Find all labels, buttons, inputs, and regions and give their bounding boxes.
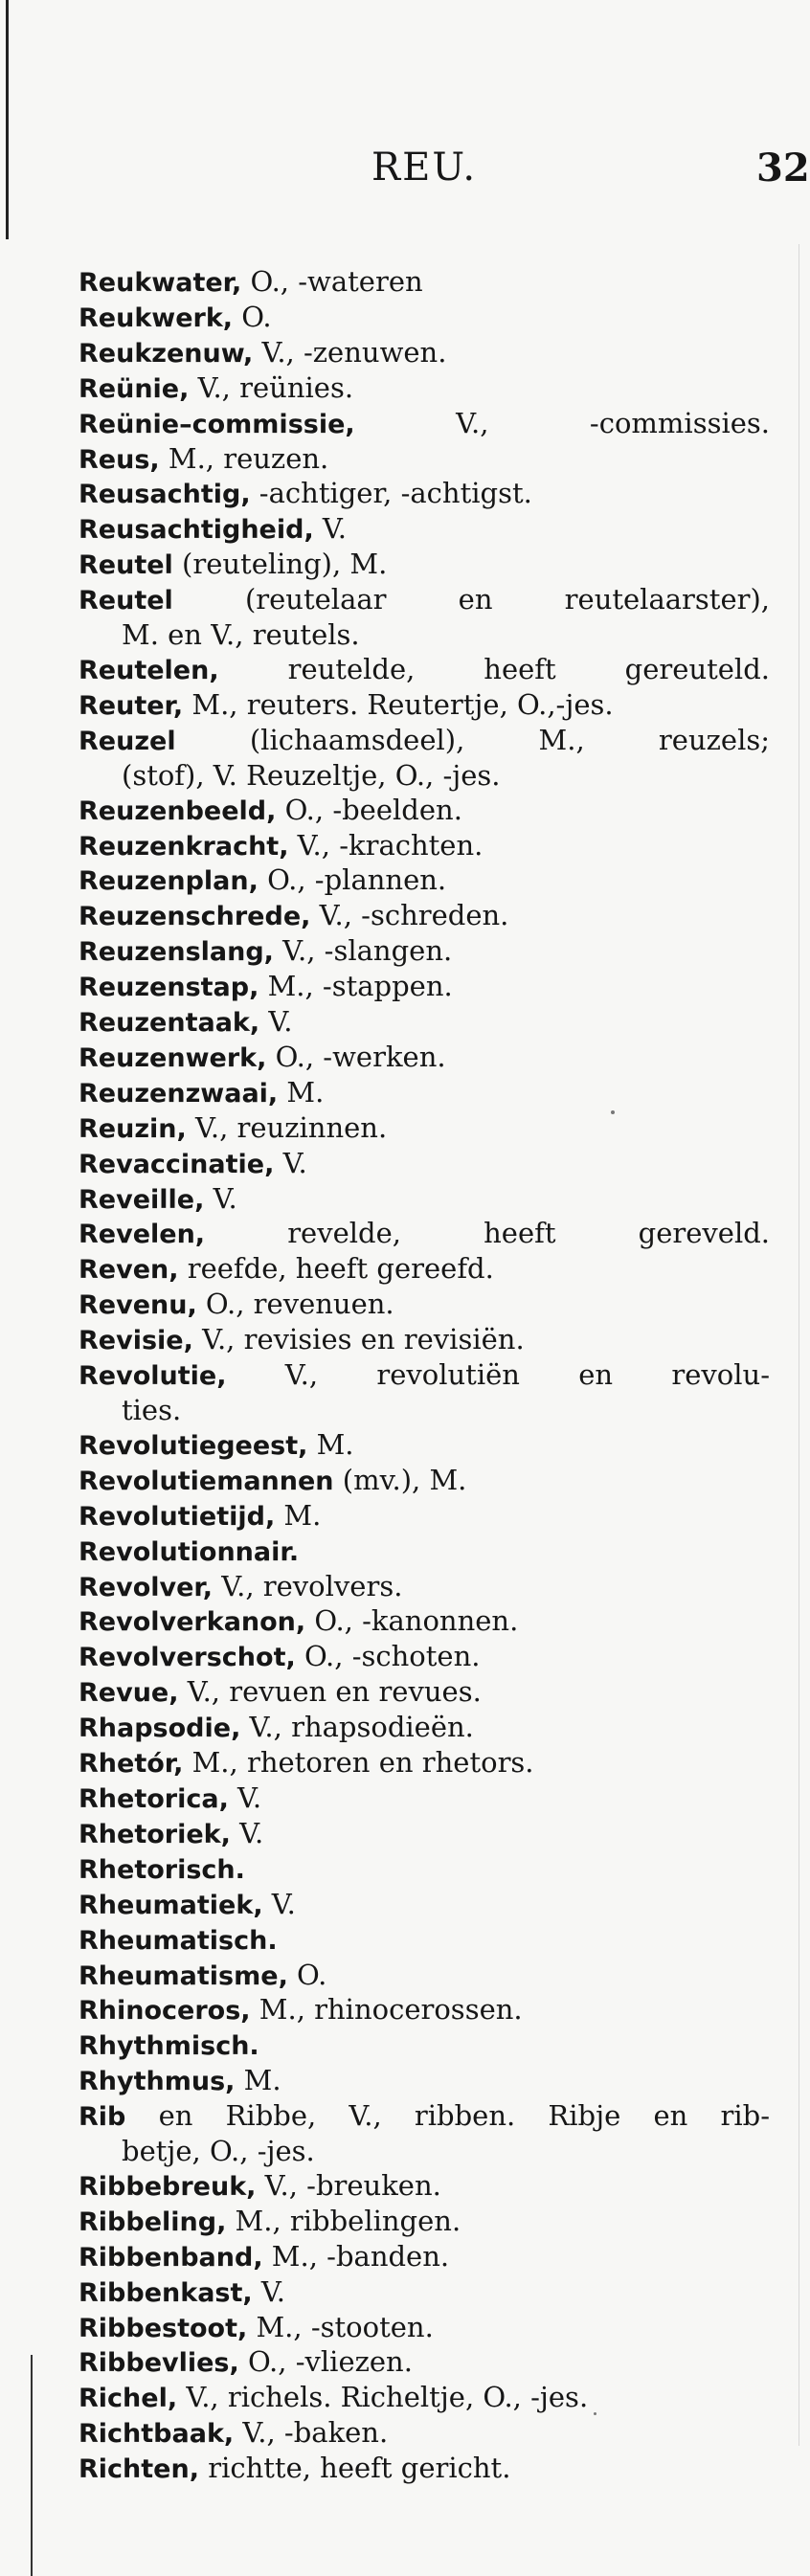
entry-definition: M. <box>307 1427 354 1461</box>
entry-headword: Revelen, <box>79 1220 206 1250</box>
dictionary-entry <box>79 2311 770 2346</box>
dictionary-entry <box>79 1746 770 1781</box>
entry-first-line <box>79 1323 770 1358</box>
entry-headword: Richel, <box>79 2384 178 2414</box>
entry-headword: Rhetorisch. <box>79 1854 245 1885</box>
dictionary-entry <box>79 1711 770 1746</box>
dictionary-entry <box>79 899 770 934</box>
entry-first-line <box>79 1464 770 1499</box>
entry-definition: O., -beelden. <box>276 793 462 826</box>
entry-definition: V. <box>274 1146 307 1179</box>
entry-definition: O. <box>233 300 272 333</box>
entry-first-line <box>79 863 770 899</box>
entry-first-line <box>79 2205 770 2240</box>
dictionary-entry <box>79 2205 770 2240</box>
dictionary-entry <box>79 1358 770 1428</box>
entry-headword: Reuter, <box>79 690 184 721</box>
entry-continuation: (stof), V. Reuzeltje, O., -jes. <box>122 758 501 792</box>
entry-headword: Ribbestoot, <box>79 2313 248 2343</box>
entry-headword: Revenu, <box>79 1290 197 1321</box>
dictionary-entry <box>79 2275 770 2311</box>
dictionary-entry <box>79 2099 770 2169</box>
entry-definition: V., -zenuwen. <box>253 335 447 369</box>
page-number: 32 <box>756 146 810 190</box>
dictionary-entry <box>79 1993 770 2028</box>
entry-definition: M., reuters. Reutertje, O.,-jes. <box>183 687 614 721</box>
entry-first-line <box>79 2028 770 2064</box>
entry-headword: Reukwerk, <box>79 302 234 333</box>
entry-definition: V. <box>230 1816 264 1849</box>
dictionary-entry <box>79 688 770 724</box>
entry-definition: V. <box>259 1005 293 1039</box>
entry-headword: Rhetorica, <box>79 1783 229 1814</box>
dictionary-entry <box>79 863 770 899</box>
entry-first-line <box>79 1640 770 1675</box>
entry-definition: M., ribbelingen. <box>226 2204 461 2237</box>
entry-definition: V., revisies en revisiën. <box>192 1323 525 1356</box>
entry-headword: Reusachtig, <box>79 480 251 510</box>
entry-definition: V. <box>262 1887 296 1920</box>
entry-first-line <box>79 2064 770 2099</box>
dictionary-entry <box>79 1252 770 1288</box>
entry-headword: Revolutietijd, <box>79 1501 276 1532</box>
entry-headword: Rheumatiek, <box>79 1890 263 1920</box>
entry-headword: Reusachtigheid, <box>79 515 314 546</box>
entry-definition: V., revolutiën en revolu- <box>226 1358 770 1392</box>
entry-first-line <box>79 1993 770 2028</box>
dictionary-entry <box>79 1464 770 1499</box>
entry-first-line <box>79 1147 770 1182</box>
entry-first-line <box>79 1041 770 1076</box>
entry-first-line <box>79 1959 770 1994</box>
entry-first-line <box>79 512 770 548</box>
entry-first-line <box>79 1570 770 1605</box>
entry-headword: Ribbenband, <box>79 2242 263 2273</box>
entry-definition: O., -schoten. <box>295 1640 481 1673</box>
entry-first-line <box>79 2416 770 2452</box>
entry-first-line <box>79 2345 770 2381</box>
entry-definition: richtte, heeft gericht. <box>198 2452 511 2485</box>
dictionary-entry <box>79 1217 770 1252</box>
entry-definition: V. <box>228 1781 262 1814</box>
entry-headword: Reven, <box>79 1255 179 1286</box>
entry-headword: Revolverkanon, <box>79 1607 306 1638</box>
entry-headword: Revisie, <box>79 1326 193 1356</box>
entry-first-line <box>79 2240 770 2275</box>
entry-definition: M., -banden. <box>262 2239 450 2273</box>
entry-headword: Rheumatisme, <box>79 1960 288 1991</box>
entry-first-line <box>79 688 770 724</box>
entry-first-line <box>79 1888 770 1923</box>
entry-first-line <box>79 1288 770 1323</box>
entry-first-line <box>79 934 770 970</box>
dictionary-entry <box>79 371 770 407</box>
entry-definition: V., -breuken. <box>256 2168 441 2202</box>
entry-first-line <box>79 1923 770 1959</box>
entry-continuation: M. en V., reutels. <box>122 618 360 652</box>
entry-definition: M. <box>275 1498 322 1532</box>
entry-definition: O., -wateren <box>241 265 423 298</box>
entry-definition: V., reünies. <box>189 370 354 404</box>
entry-definition: (lichaamsdeel), M., reuzels; <box>175 723 770 756</box>
dictionary-entry <box>79 2452 770 2487</box>
entry-first-line <box>79 1534 770 1570</box>
entry-headword: Revolver, <box>79 1572 214 1602</box>
running-head: REU. <box>371 146 478 190</box>
entry-first-line <box>79 1852 770 1888</box>
entry-definition: M., reuzen. <box>159 441 329 475</box>
entry-headword: Ribbebreuk, <box>79 2171 257 2202</box>
dictionary-entry <box>79 1888 770 1923</box>
entry-first-line <box>79 794 770 829</box>
dictionary-entry <box>79 829 770 864</box>
ink-speck <box>594 2412 596 2415</box>
dictionary-entry <box>79 512 770 548</box>
entry-first-line <box>79 1217 770 1252</box>
dictionary-entry <box>79 653 770 688</box>
entry-first-line <box>79 583 770 618</box>
dictionary-entry <box>79 724 770 794</box>
entry-first-line <box>79 2381 770 2416</box>
dictionary-entry <box>79 1570 770 1605</box>
dictionary-entry <box>79 336 770 371</box>
entry-headword: Reuzenplan, <box>79 866 259 897</box>
entry-first-line <box>79 371 770 407</box>
entry-headword: Reünie–commissie, <box>79 409 355 439</box>
ink-speck <box>611 1110 615 1114</box>
dictionary-entry <box>79 1076 770 1111</box>
entry-headword: Richten, <box>79 2454 199 2485</box>
entry-definition: O., -plannen. <box>258 863 447 897</box>
entry-headword: Reuzenbeeld, <box>79 795 277 826</box>
entry-first-line <box>79 1182 770 1218</box>
entry-first-line <box>79 1428 770 1464</box>
entry-headword: Reutelen, <box>79 655 219 685</box>
entry-definition: reutelde, heeft gereuteld. <box>218 652 770 685</box>
entry-definition: V. <box>204 1181 237 1215</box>
entry-first-line <box>79 1604 770 1640</box>
dictionary-entry <box>79 1604 770 1640</box>
entry-headword: Ribbenkast, <box>79 2277 253 2308</box>
entry-headword: Rheumatisch. <box>79 1925 278 1956</box>
entry-headword: Rib <box>79 2102 126 2133</box>
entry-first-line <box>79 724 770 759</box>
entry-headword: Rhapsodie, <box>79 1714 241 1744</box>
dictionary-entry <box>79 583 770 653</box>
entry-first-line <box>79 970 770 1005</box>
dictionary-entry <box>79 1182 770 1218</box>
entry-headword: Reuzenstap, <box>79 973 259 1003</box>
entry-first-line <box>79 407 770 442</box>
entry-first-line <box>79 1358 770 1394</box>
dictionary-entry <box>79 934 770 970</box>
dictionary-entry <box>79 1675 770 1711</box>
dictionary-entry <box>79 265 770 301</box>
entry-headword: Rhetór, <box>79 1749 184 1780</box>
dictionary-entry <box>79 1781 770 1817</box>
entry-headword: Revolutiegeest, <box>79 1430 308 1461</box>
entry-headword: Reuzenkracht, <box>79 831 289 862</box>
dictionary-entry <box>79 1499 770 1534</box>
entry-definition: V., -commissies. <box>354 406 770 439</box>
dictionary-entry <box>79 407 770 442</box>
entry-definition: V., richels. Richeltje, O., -jes. <box>177 2381 589 2414</box>
entry-headword: Revolverschot, <box>79 1643 296 1673</box>
entry-headword: Revolutionnair. <box>79 1536 300 1567</box>
entry-first-line <box>79 301 770 336</box>
dictionary-entry <box>79 2240 770 2275</box>
entry-first-line <box>79 2169 770 2205</box>
dictionary-entry <box>79 1852 770 1888</box>
entry-first-line <box>79 829 770 864</box>
entry-first-line <box>79 2099 770 2135</box>
entry-first-line <box>79 2275 770 2311</box>
dictionary-entry <box>79 1005 770 1041</box>
dictionary-entry <box>79 2028 770 2064</box>
entry-continuation: betje, O., -jes. <box>122 2135 315 2168</box>
entry-headword: Reuzel <box>79 726 176 756</box>
entry-headword: Richtbaak, <box>79 2419 235 2450</box>
entry-definition: reefde, heeft gereefd. <box>178 1252 494 1286</box>
entry-headword: Revolutie, <box>79 1361 227 1392</box>
entry-definition: (reuteling), M. <box>172 548 388 581</box>
entry-headword: Reukwater, <box>79 268 242 298</box>
dictionary-entry <box>79 2345 770 2381</box>
entry-first-line <box>79 265 770 301</box>
entry-first-line <box>79 1675 770 1711</box>
margin-line-bottom <box>31 2355 33 2576</box>
dictionary-entry <box>79 1111 770 1147</box>
entry-first-line <box>79 477 770 512</box>
entry-definition: O., -vliezen. <box>238 2345 413 2379</box>
entry-first-line <box>79 1076 770 1111</box>
entry-headword: Rhythmus, <box>79 2067 236 2097</box>
page-header <box>0 146 810 203</box>
dictionary-entry <box>79 2416 770 2452</box>
entry-first-line <box>79 548 770 583</box>
entry-definition: V., revolvers. <box>213 1569 403 1602</box>
entry-definition: V., -schreden. <box>310 899 509 932</box>
entry-definition: (reutelaar en reutelaarster), <box>172 583 770 616</box>
dictionary-entry <box>79 301 770 336</box>
margin-line-top <box>6 0 9 239</box>
dictionary-entry <box>79 1041 770 1076</box>
entry-first-line <box>79 1111 770 1147</box>
entry-definition: V., reuzinnen. <box>186 1110 388 1144</box>
entry-headword: Reuzenwerk, <box>79 1042 267 1073</box>
entry-headword: Rhythmisch. <box>79 2031 259 2062</box>
entry-definition: V., -slangen. <box>273 934 453 968</box>
dictionary-entry <box>79 794 770 829</box>
entry-headword: Ribbeling, <box>79 2206 227 2237</box>
entry-definition: V., -krachten. <box>288 828 484 862</box>
entry-definition: M. <box>235 2064 281 2097</box>
entry-definition: -achtiger, -achtigst. <box>250 477 532 510</box>
entry-definition: V. <box>313 512 348 546</box>
entry-definition: O., revenuen. <box>196 1288 394 1321</box>
entry-first-line <box>79 1746 770 1781</box>
dictionary-entry <box>79 1323 770 1358</box>
entry-first-line <box>79 1005 770 1041</box>
entry-definition: M., -stooten. <box>247 2310 434 2343</box>
entry-definition: O., -kanonnen. <box>305 1604 519 1638</box>
entry-definition: V., -baken. <box>234 2416 389 2450</box>
entry-definition: M. <box>278 1075 325 1109</box>
dictionary-entry <box>79 1817 770 1852</box>
entry-headword: Reutel <box>79 586 173 616</box>
entry-definition: V., revuen en revues. <box>178 1675 482 1709</box>
entry-definition: M., rhetoren en rhetors. <box>183 1746 534 1780</box>
dictionary-entry <box>79 970 770 1005</box>
dictionary-entry <box>79 1923 770 1959</box>
entry-first-line <box>79 442 770 478</box>
entry-definition: en Ribbe, V., ribben. Ribje en rib- <box>125 2099 770 2133</box>
dictionary-entry <box>79 548 770 583</box>
entry-first-line <box>79 1711 770 1746</box>
entry-definition: M., -stappen. <box>259 970 453 1003</box>
entry-first-line <box>79 2311 770 2346</box>
entry-headword: Reuzenschrede, <box>79 902 311 932</box>
dictionary-entry <box>79 2064 770 2099</box>
entry-first-line <box>79 1817 770 1852</box>
entry-headword: Rhinoceros, <box>79 1996 251 2027</box>
entry-headword: Reuzentaak, <box>79 1008 260 1039</box>
entry-definition: O. <box>287 1958 327 1991</box>
dictionary-entry <box>79 2381 770 2416</box>
dictionary-entries <box>79 265 770 2487</box>
entry-first-line <box>79 653 770 688</box>
entry-definition: O., -werken. <box>266 1040 446 1073</box>
entry-definition: V. <box>252 2274 285 2308</box>
entry-first-line <box>79 336 770 371</box>
dictionary-entry <box>79 1640 770 1675</box>
entry-definition: V., rhapsodieën. <box>240 1711 474 1744</box>
entry-headword: Reus, <box>79 444 160 475</box>
entry-headword: Rhetoriek, <box>79 1819 231 1849</box>
entry-continuation: ties. <box>122 1394 182 1426</box>
entry-headword: Reutel <box>79 550 173 581</box>
entry-headword: Revaccinatie, <box>79 1149 275 1179</box>
entry-headword: Reukzenuw, <box>79 338 254 369</box>
dictionary-entry <box>79 1959 770 1994</box>
dictionary-entry <box>79 1147 770 1182</box>
entry-headword: Reveille, <box>79 1184 205 1215</box>
entry-headword: Reuzenzwaai, <box>79 1078 279 1109</box>
dictionary-entry <box>79 1534 770 1570</box>
entry-headword: Reuzenslang, <box>79 937 274 968</box>
entry-first-line <box>79 899 770 934</box>
dictionary-entry <box>79 1288 770 1323</box>
entry-headword: Revolutiemannen <box>79 1466 334 1496</box>
entry-definition: (mv.), M. <box>333 1463 467 1496</box>
entry-headword: Ribbevlies, <box>79 2348 239 2379</box>
entry-first-line <box>79 1781 770 1817</box>
entry-headword: Reuzin, <box>79 1113 187 1144</box>
entry-first-line <box>79 1499 770 1534</box>
dictionary-entry <box>79 442 770 478</box>
entry-headword: Revue, <box>79 1678 179 1709</box>
dictionary-entry <box>79 477 770 512</box>
entry-first-line <box>79 2452 770 2487</box>
entry-definition: M., rhinocerossen. <box>250 1993 523 2027</box>
entry-headword: Reünie, <box>79 373 190 404</box>
entry-definition: revelde, heeft gereveld. <box>205 1217 770 1250</box>
entry-first-line <box>79 1252 770 1288</box>
dictionary-entry <box>79 1428 770 1464</box>
dictionary-entry <box>79 2169 770 2205</box>
